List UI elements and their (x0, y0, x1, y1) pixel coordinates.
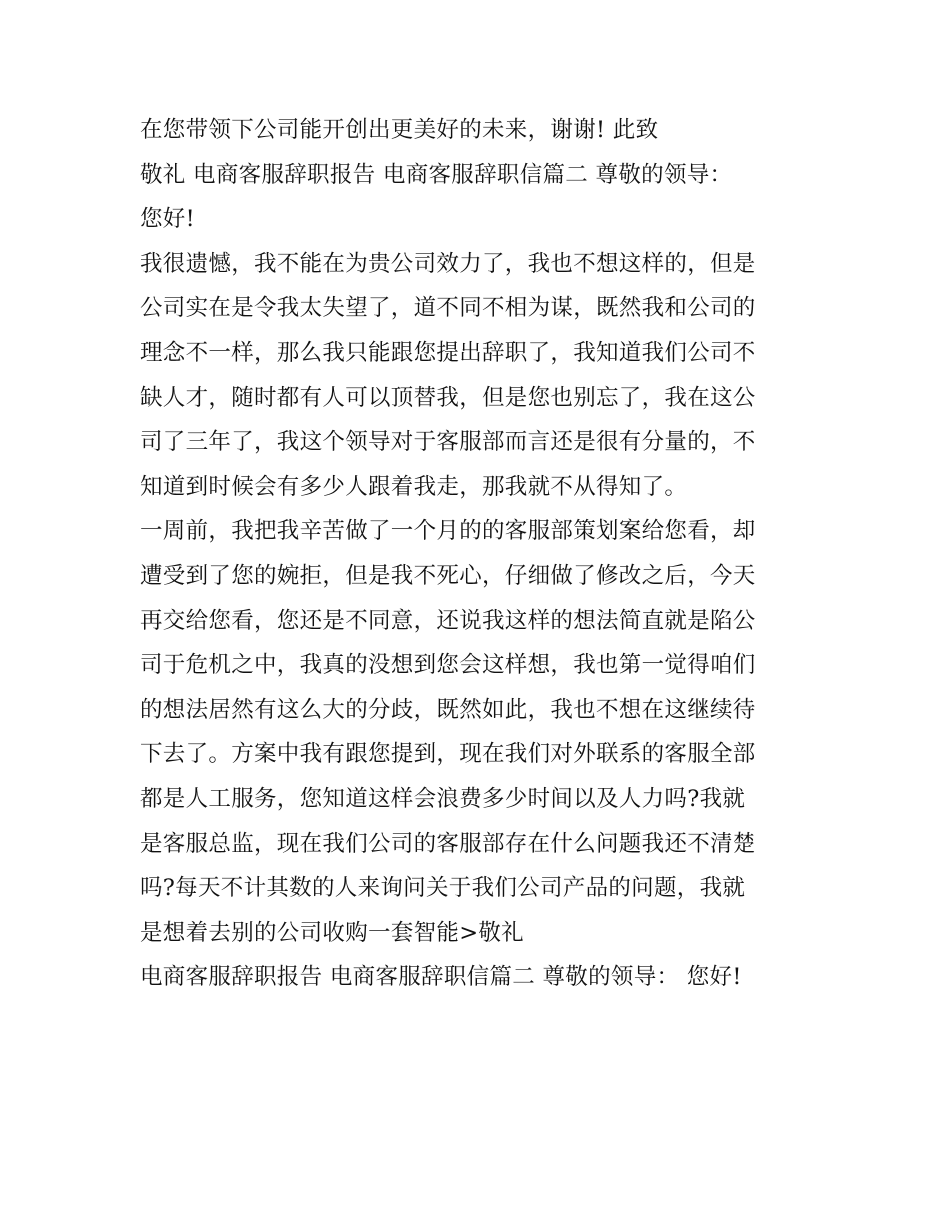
text-line: 您好! (140, 206, 195, 233)
text-line: 下去了。方案中我有跟您提到，现在我们对外联系的客服全部 (140, 741, 756, 768)
text-line: 司了三年了，我这个领导对于客服部而言还是很有分量的，不 (140, 429, 756, 456)
text-line: 电商客服辞职报告 电商客服辞职信篇二 尊敬的领导： 您好! (140, 964, 742, 991)
document-body (140, 108, 820, 1000)
text-line: 遭受到了您的婉拒，但是我不死心，仔细做了修改之后，今天 (140, 562, 756, 589)
text-line: 再交给您看，您还是不同意，还说我这样的想法简直就是陷公 (140, 607, 756, 634)
text-line: 吗?每天不计其数的人来询问关于我们公司产品的问题，我就 (140, 875, 746, 902)
text-line: 的想法居然有这么大的分歧，既然如此，我也不想在这继续待 (140, 696, 756, 723)
text-line: 缺人才，随时都有人可以顶替我，但是您也别忘了，我在这公 (140, 384, 756, 411)
text-line: 是客服总监，现在我们公司的客服部存在什么问题我还不清楚 (140, 830, 756, 857)
text-line: 司于危机之中，我真的没想到您会这样想，我也第一觉得咱们 (140, 652, 756, 679)
text-line: 都是人工服务，您知道这样会浪费多少时间以及人力吗?我就 (140, 785, 746, 812)
text-line: 我很遗憾，我不能在为贵公司效力了，我也不想这样的，但是 (140, 250, 756, 277)
text-line: 理念不一样，那么我只能跟您提出辞职了，我知道我们公司不 (140, 339, 756, 366)
text-line: 一周前，我把我辛苦做了一个月的的客服部策划案给您看，却 (140, 518, 756, 545)
text-line: 敬礼 电商客服辞职报告 电商客服辞职信篇二 尊敬的领导： (140, 161, 733, 188)
text-line: 公司实在是令我太失望了，道不同不相为谋，既然我和公司的 (140, 295, 756, 322)
text-line: 是想着去别的公司收购一套智能>敬礼 (140, 919, 524, 946)
text-line: 在您带领下公司能开创出更美好的未来，谢谢! 此致 (140, 117, 659, 143)
text-line: 知道到时候会有多少人跟着我走，那我就不从得知了。 (140, 473, 688, 500)
